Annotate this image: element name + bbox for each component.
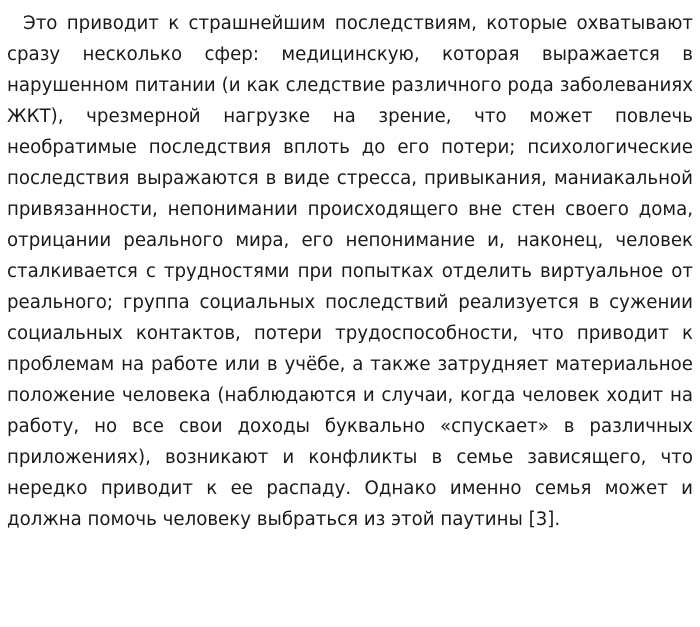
document-page [7, 8, 693, 535]
body-paragraph: Это приводит к страшнейшим последствиям, которые охватывают сразу несколько сфер: медицинскую, которая выражается в нарушенном питании (и как следствие различного рода заболеваниях ЖКТ), чрезмерной нагрузке на зрение, что может повлечь необратимые последствия вплоть до его потери; психологические последствия выражаются в виде стресса, привыкания, маниакальной привязанности, непонимании происходящего вне стен своего дома, отрицании реального мира, его непонимание и, наконец, человек сталкивается с трудностями при попытках отделить виртуальное от реального; группа социальных последствий реализуется в сужении социальных контактов, потери трудоспособности, что приводит к проблемам на работе или в учёбе, а также затрудняет материальное положение человека (наблюдаются и случаи, когда человек ходит на работу, но все свои доходы буквально «спускает» в различных приложениях), возникают и конфликты в семье зависящего, что нередко приводит к ее распаду. Однако именно семья может и должна помочь человеку выбраться из этой паутины [3]. [7, 13, 693, 530]
